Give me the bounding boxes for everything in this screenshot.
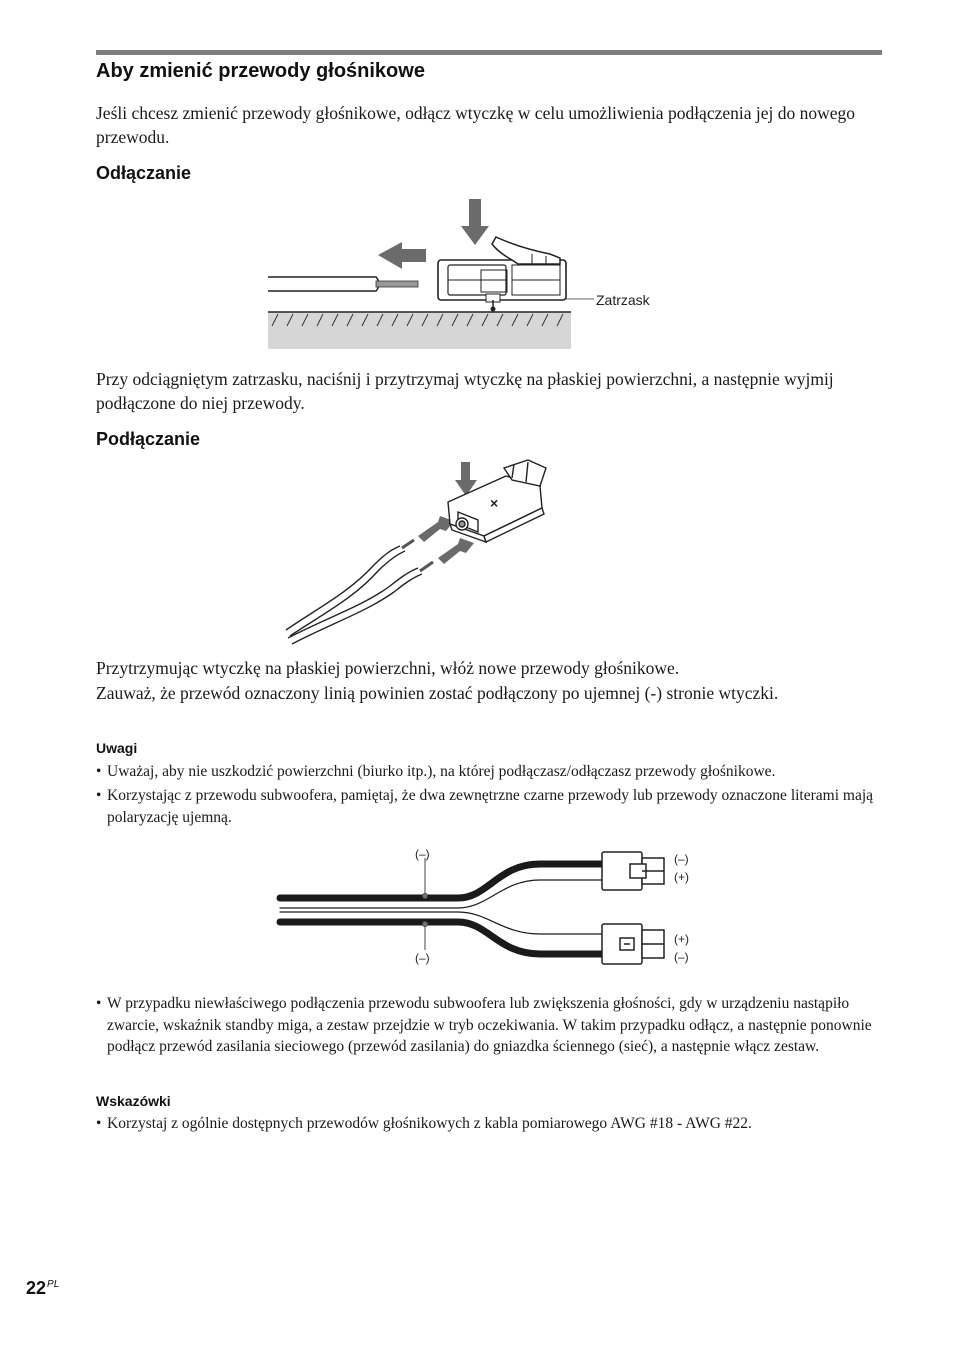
- connect-text-line2: Zauważ, że przewód oznaczony linią powinien zostać podłączony po ujemnej (-) stronie wtyczki.: [96, 682, 779, 703]
- pull-left-arrow-icon: [378, 242, 426, 269]
- bullet-dot: •: [96, 995, 102, 1012]
- cable-wires: [280, 864, 603, 954]
- left-bottom-polarity-label: (–): [415, 951, 430, 965]
- top-plug-lower-label: (+): [674, 870, 689, 884]
- notes-heading: Uwagi: [96, 740, 138, 756]
- tip-item: [96, 1113, 886, 1135]
- note-item: [96, 761, 886, 783]
- page-number: [26, 1278, 59, 1299]
- plug-mark: ×: [490, 495, 499, 511]
- bottom-plug-upper-label: (+): [674, 932, 689, 946]
- tip-text: Korzystaj z ogólnie dostępnych przewodów głośnikowych z kabla pomiarowego AWG #18 - AWG #22.: [107, 1115, 752, 1132]
- disconnect-heading: Odłączanie: [96, 163, 192, 183]
- connect-paragraph: [96, 656, 886, 705]
- bullet-dot: •: [96, 763, 102, 780]
- top-plug: [602, 852, 664, 890]
- left-top-polarity-label: (–): [415, 847, 430, 861]
- tips-heading: Wskazówki: [96, 1093, 171, 1109]
- bottom-plug-lower-label: (–): [674, 950, 689, 964]
- wire-tips: [402, 540, 433, 571]
- wire-markers: [423, 858, 428, 950]
- section-rule: [96, 50, 882, 55]
- top-plug-upper-label: (–): [674, 852, 689, 866]
- press-down-arrow-icon: [461, 199, 489, 245]
- connect-illustration: [278, 458, 558, 648]
- intro-paragraph: Jeśli chcesz zmienić przewody głośnikowe, odłącz wtyczkę w celu umożliwienia podłączenia jej do nowego przewodu.: [96, 103, 856, 147]
- note-text: W przypadku niewłaściwego podłączenia przewodu subwoofera lub zwiększenia głośności, gdy w urządzeniu nastąpiło zwarcie, wskaźnik standby miga, a zestaw przejdzie w tryb oczekiwania. W takim przypadku odłącz, a następnie ponownie podłącz przewód zasilania sieciowego (przewód zasilania) do gniazdka ściennego (sieć), a następnie włącz zestaw.: [107, 995, 872, 1055]
- latch-label: Zatrzask: [596, 292, 650, 308]
- page-language-suffix: PL: [47, 1279, 60, 1290]
- connect-text-line1: Przytrzymując wtyczkę na płaskiej powierzchni, włóż nowe przewody głośnikowe.: [96, 658, 680, 678]
- bullet-dot: •: [96, 1115, 102, 1132]
- page-number-value: 22: [26, 1278, 47, 1298]
- bullet-dot: •: [96, 787, 102, 804]
- bottom-plug: [602, 924, 664, 964]
- disconnect-illustration: [260, 192, 680, 354]
- speaker-wires: [286, 546, 422, 644]
- plug-body: [438, 260, 566, 312]
- note-text: Uważaj, aby nie uszkodzić powierzchni (biurko itp.), na której podłączasz/odłączasz przewody głośnikowe.: [107, 763, 776, 780]
- section-title: Aby zmienić przewody głośnikowe: [96, 60, 425, 82]
- note-text: Korzystając z przewodu subwoofera, pamiętaj, że dwa zewnętrzne czarne przewody lub przewody oznaczone literami mają polaryzację ujemną.: [107, 787, 874, 826]
- note-item: [96, 785, 886, 828]
- note-item: [96, 993, 886, 1058]
- connect-heading: Podłączanie: [96, 429, 201, 449]
- flat-surface: [268, 312, 571, 349]
- disconnect-paragraph: Przy odciągniętym zatrzasku, naciśnij i przytrzymaj wtyczkę na płaskiej powierzchni, a następnie wyjmij podłączone do niej przewody.: [96, 369, 834, 413]
- subwoofer-cable-diagram: [278, 842, 708, 970]
- speaker-wire: [268, 277, 418, 291]
